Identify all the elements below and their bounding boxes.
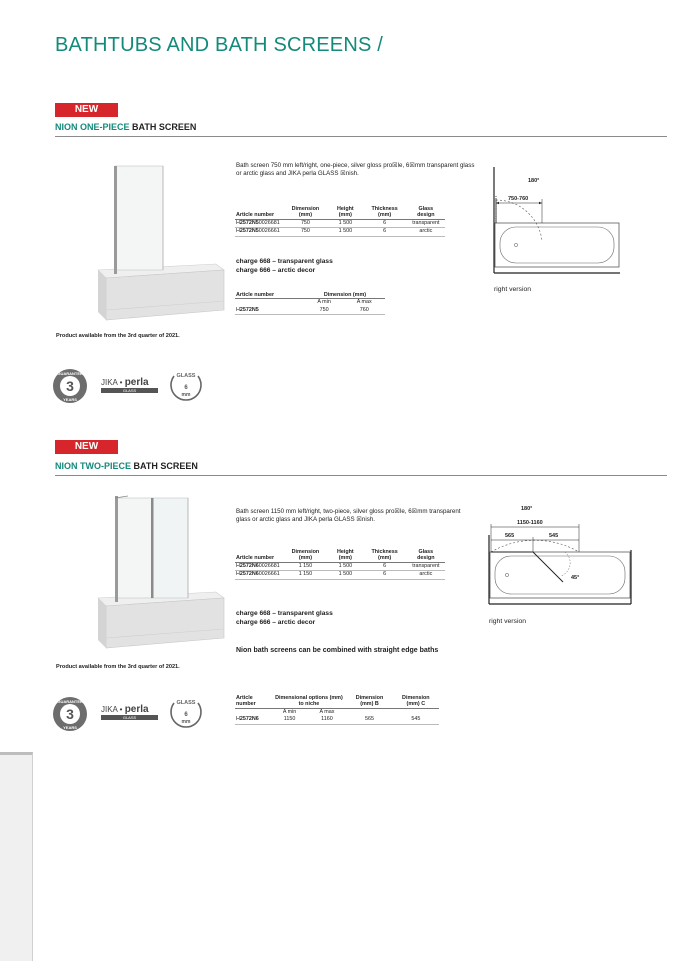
guarantee-logo — [52, 696, 88, 732]
diagram-one-piece — [488, 163, 638, 278]
availability-note: Product available from the 3rd quarter of 2021. — [56, 333, 180, 339]
jika-perla-logo: JIKA • perla GLASS — [101, 378, 158, 395]
section-title-accent: NION TWO-PIECE — [55, 461, 131, 471]
section-title-accent: NION ONE-PIECE — [55, 122, 130, 132]
section-title — [55, 122, 196, 132]
angle-45-label: 45° — [571, 575, 580, 581]
charge-list: charge 668 – transparent glass charge 666 – arctic decor — [236, 258, 333, 274]
spec-table — [235, 206, 445, 237]
glass-6mm-logo — [168, 368, 204, 406]
svg-text:mm: mm — [181, 719, 191, 725]
diagram-caption: right version — [489, 618, 527, 625]
section-title-rest: BATH SCREEN — [131, 461, 198, 471]
dimension-label: 750-760 — [508, 196, 529, 202]
description: Bath screen 750 mm left/right, one-piece, silver gloss pro☒le, 6☒mm transparent glass or arctic glass and JIKA perla GLASS ☒nish. — [236, 162, 475, 178]
product-image-one-piece — [92, 160, 228, 328]
new-badge: NEW — [55, 103, 118, 117]
table-row: H2572N60026661 1 150 1 500 6 arctic — [235, 571, 445, 580]
svg-text:3: 3 — [66, 378, 74, 394]
section-divider — [55, 475, 667, 476]
new-badge: NEW — [55, 440, 118, 454]
glass-6mm-logo — [168, 695, 204, 733]
table-row: H2572N5 750 760 — [235, 307, 385, 315]
svg-text:6: 6 — [184, 712, 188, 718]
side-tab — [0, 752, 33, 961]
dimension-label: 1150-1160 — [517, 520, 543, 526]
svg-text:6: 6 — [184, 385, 188, 391]
charge-list: charge 668 – transparent glass charge 666 – arctic decor — [236, 610, 333, 626]
dimension-table: Article number Dimension (mm) A min A max H2572N5 750 760 — [235, 292, 385, 315]
svg-text:GLASS: GLASS — [176, 373, 196, 379]
table-row: H2572N50026661 750 1 500 6 arctic — [235, 228, 445, 237]
dimension-c-label: 545 — [549, 533, 559, 539]
svg-text:GUARANTEE: GUARANTEE — [57, 699, 83, 704]
svg-text:GLASS: GLASS — [176, 700, 196, 706]
section-title — [55, 461, 198, 471]
description: Bath screen 1150 mm left/right, two-piece, silver gloss pro☒le, 6☒mm transparent glass or arctic glass and JIKA perla GLASS ☒nish. — [236, 508, 461, 524]
angle-label: 180° — [528, 178, 540, 184]
product-image-two-piece — [92, 490, 228, 658]
col-glass: Glass design — [407, 206, 445, 219]
col-dimension: Dimension (mm) — [283, 206, 328, 219]
dimension-b-label: 565 — [505, 533, 515, 539]
jika-perla-logo: JIKA • perla GLASS — [101, 705, 158, 722]
combination-note: Nion bath screens can be combined with straight edge baths — [236, 647, 439, 654]
svg-text:YEARS: YEARS — [63, 725, 77, 730]
svg-text:YEARS: YEARS — [63, 397, 77, 402]
svg-text:3: 3 — [66, 706, 74, 722]
col-article: Article number — [235, 206, 283, 219]
section-title-rest: BATH SCREEN — [129, 122, 197, 132]
section-divider — [55, 136, 667, 137]
dimension-table: Article number Dimensional options (mm) to niche Dimension (mm) B Dimension (mm) C A min A max H2572N6 1150 1160 565 545 — [235, 695, 439, 725]
guarantee-logo — [52, 368, 88, 404]
page-title: BATHTUBS AND BATH SCREENS / — [55, 34, 384, 56]
availability-note: Product available from the 3rd quarter of 2021. — [56, 664, 180, 670]
spec-table: Article number Dimension (mm) Height (mm) Thickness (mm) Glass design H2572N60026681 1 150 1 500 6 transparent H2572N60026661 1 150 1 500 6 arctic — [235, 549, 445, 580]
svg-text:GUARANTEE: GUARANTEE — [57, 371, 83, 376]
table-row: H2572N60026681 1 150 1 500 6 transparent — [235, 562, 445, 571]
diagram-caption: right version — [494, 286, 532, 293]
table-row: H2572N6 1150 1160 565 545 — [235, 716, 439, 724]
svg-text:mm: mm — [181, 392, 191, 398]
col-thickness: Thickness (mm) — [363, 206, 407, 219]
angle-label: 180° — [521, 506, 533, 512]
table-row: H2572N50026681 750 1 500 6 transparent — [235, 219, 445, 228]
diagram-two-piece — [483, 500, 643, 610]
col-height: Height (mm) — [328, 206, 363, 219]
